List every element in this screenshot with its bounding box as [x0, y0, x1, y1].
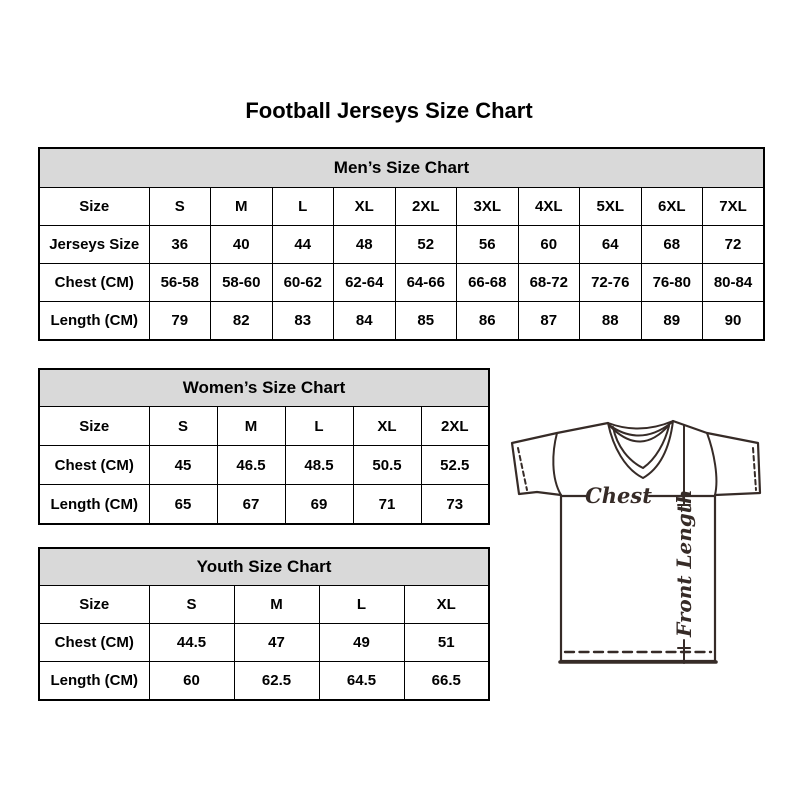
- column-header-cell: S: [149, 188, 211, 226]
- value-cell: 89: [641, 302, 703, 341]
- value-cell: 73: [421, 485, 489, 525]
- value-cell: 72: [703, 226, 765, 264]
- value-cell: 79: [149, 302, 211, 341]
- value-cell: 50.5: [353, 446, 421, 485]
- column-header-cell: XL: [353, 407, 421, 446]
- value-cell: 56-58: [149, 264, 211, 302]
- value-cell: 72-76: [580, 264, 642, 302]
- column-header-cell: L: [272, 188, 334, 226]
- page-title: Football Jerseys Size Chart: [245, 98, 533, 123]
- table-row: [39, 446, 489, 485]
- column-header-label: Size: [39, 188, 149, 226]
- value-cell: 85: [395, 302, 457, 341]
- table-row: [39, 662, 489, 701]
- row-label-cell: Length (CM): [39, 662, 149, 701]
- value-cell: 82: [211, 302, 273, 341]
- table-row: [39, 407, 489, 446]
- column-header-label: Size: [39, 407, 149, 446]
- column-header-cell: XL: [334, 188, 396, 226]
- table-row: [39, 264, 764, 302]
- mens-size-table: [38, 147, 765, 341]
- table-row: [39, 226, 764, 264]
- table-row: [39, 485, 489, 525]
- value-cell: 64.5: [319, 662, 404, 701]
- value-cell: 48: [334, 226, 396, 264]
- column-header-cell: M: [217, 407, 285, 446]
- left-armhole-seam: [553, 433, 561, 495]
- column-header-cell: XL: [404, 586, 489, 624]
- table-title: Women’s Size Chart: [39, 369, 489, 407]
- row-label-cell: Length (CM): [39, 302, 149, 341]
- table-title: Men’s Size Chart: [39, 148, 764, 188]
- value-cell: 40: [211, 226, 273, 264]
- value-cell: 47: [234, 624, 319, 662]
- value-cell: 36: [149, 226, 211, 264]
- jersey-outline: [512, 421, 760, 661]
- value-cell: 64-66: [395, 264, 457, 302]
- column-header-label: Size: [39, 586, 149, 624]
- column-header-cell: 3XL: [457, 188, 519, 226]
- value-cell: 62.5: [234, 662, 319, 701]
- value-cell: 71: [353, 485, 421, 525]
- right-armhole-seam: [707, 433, 716, 495]
- left-cuff-dashed-line: [518, 448, 527, 490]
- column-header-cell: 2XL: [421, 407, 489, 446]
- right-cuff-dashed-line: [753, 448, 756, 490]
- womens-size-table: [38, 368, 490, 525]
- row-label-cell: Chest (CM): [39, 624, 149, 662]
- table-row: [39, 302, 764, 341]
- value-cell: 88: [580, 302, 642, 341]
- value-cell: 62-64: [334, 264, 396, 302]
- column-header-cell: 4XL: [518, 188, 580, 226]
- row-label-cell: Jerseys Size: [39, 226, 149, 264]
- table-row: [39, 188, 764, 226]
- value-cell: 80-84: [703, 264, 765, 302]
- value-cell: 83: [272, 302, 334, 341]
- column-header-cell: 2XL: [395, 188, 457, 226]
- column-header-cell: M: [211, 188, 273, 226]
- value-cell: 64: [580, 226, 642, 264]
- value-cell: 52.5: [421, 446, 489, 485]
- value-cell: 44: [272, 226, 334, 264]
- value-cell: 60: [518, 226, 580, 264]
- value-cell: 84: [334, 302, 396, 341]
- column-header-cell: L: [319, 586, 404, 624]
- value-cell: 68-72: [518, 264, 580, 302]
- value-cell: 86: [457, 302, 519, 341]
- value-cell: 49: [319, 624, 404, 662]
- value-cell: 48.5: [285, 446, 353, 485]
- value-cell: 51: [404, 624, 489, 662]
- value-cell: 58-60: [211, 264, 273, 302]
- value-cell: 56: [457, 226, 519, 264]
- value-cell: 46.5: [217, 446, 285, 485]
- column-header-cell: 6XL: [641, 188, 703, 226]
- row-label-cell: Chest (CM): [39, 446, 149, 485]
- column-header-cell: 5XL: [580, 188, 642, 226]
- column-header-cell: S: [149, 586, 234, 624]
- chest-label: Chest: [585, 483, 652, 508]
- value-cell: 52: [395, 226, 457, 264]
- value-cell: 66-68: [457, 264, 519, 302]
- value-cell: 90: [703, 302, 765, 341]
- jersey-measurement-diagram: [505, 400, 777, 672]
- row-label-cell: Chest (CM): [39, 264, 149, 302]
- value-cell: 68: [641, 226, 703, 264]
- value-cell: 76-80: [641, 264, 703, 302]
- column-header-cell: M: [234, 586, 319, 624]
- column-header-cell: L: [285, 407, 353, 446]
- table-row: [39, 624, 489, 662]
- table-title: Youth Size Chart: [39, 548, 489, 586]
- row-label-cell: Length (CM): [39, 485, 149, 525]
- value-cell: 67: [217, 485, 285, 525]
- value-cell: 44.5: [149, 624, 234, 662]
- column-header-cell: 7XL: [703, 188, 765, 226]
- value-cell: 60: [149, 662, 234, 701]
- value-cell: 66.5: [404, 662, 489, 701]
- value-cell: 65: [149, 485, 217, 525]
- table-row: [39, 586, 489, 624]
- column-header-cell: S: [149, 407, 217, 446]
- value-cell: 69: [285, 485, 353, 525]
- value-cell: 87: [518, 302, 580, 341]
- value-cell: 60-62: [272, 264, 334, 302]
- jersey-diagram-icon: [505, 400, 777, 672]
- front-length-label: Front Length: [672, 489, 696, 637]
- youth-size-table: [38, 547, 490, 701]
- value-cell: 45: [149, 446, 217, 485]
- collar: [608, 421, 673, 478]
